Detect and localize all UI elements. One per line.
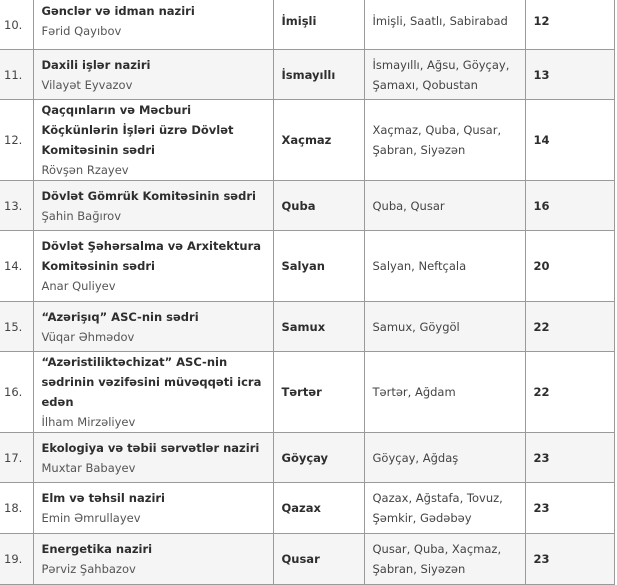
districts-cell: Quba, Qusar — [364, 181, 525, 231]
districts-cell: Tərtər, Ağdam — [364, 352, 525, 433]
official-name: Anar Quliyev — [41, 279, 116, 293]
table-row — [0, 0, 614, 50]
table-row — [0, 181, 614, 231]
position-cell — [33, 302, 273, 352]
official-name: İlham Mirzəliyev — [41, 415, 136, 429]
position-title: “Azəristiliktəchizat” ASC-nin sədrinin vəzifəsini müvəqqəti icra edən — [41, 355, 262, 409]
position-title: Elm və təhsil naziri — [41, 491, 165, 505]
districts-cell: Salyan, Neftçala — [364, 231, 525, 302]
row-number: 18. — [0, 483, 33, 534]
official-name: Fərid Qayıbov — [41, 24, 122, 38]
city-cell: Göyçay — [273, 433, 364, 483]
count-cell: 13 — [525, 50, 614, 100]
official-name: Rövşən Rzayev — [41, 163, 129, 177]
count-cell: 22 — [525, 302, 614, 352]
count-cell: 14 — [525, 100, 614, 181]
official-name: Muxtar Babayev — [41, 460, 136, 475]
position-title: Daxili işlər naziri — [41, 57, 151, 72]
row-number: 11. — [0, 50, 33, 100]
position-cell — [33, 433, 273, 483]
districts-cell: Qazax, Ağstafa, Tovuz, Şəmkir, Gədəbəy — [364, 483, 525, 534]
count-cell: 16 — [525, 181, 614, 231]
table-row — [0, 50, 614, 100]
row-number: 13. — [0, 181, 33, 231]
city-cell: Tərtər — [273, 352, 364, 433]
position-cell — [33, 231, 273, 302]
official-name: Emin Əmrullayev — [41, 511, 141, 525]
table-row — [0, 100, 614, 181]
count-cell: 12 — [525, 0, 614, 50]
city-cell: Xaçmaz — [273, 100, 364, 181]
districts-cell: Qusar, Quba, Xaçmaz, Şabran, Siyəzən — [364, 534, 525, 585]
count-cell: 20 — [525, 231, 614, 302]
row-number: 17. — [0, 433, 33, 483]
row-number: 16. — [0, 352, 33, 433]
row-number: 12. — [0, 100, 33, 181]
official-name: Pərviz Şahbazov — [41, 562, 136, 576]
count-cell: 22 — [525, 352, 614, 433]
city-cell: Quba — [273, 181, 364, 231]
districts-cell: Xaçmaz, Quba, Qusar, Şabran, Siyəzən — [364, 100, 525, 181]
districts-cell: Samux, Göygöl — [364, 302, 525, 352]
table-row — [0, 534, 614, 585]
position-cell — [33, 50, 273, 100]
city-cell: İmişli — [273, 0, 364, 50]
position-title: Dövlət Şəhərsalma və Arxitektura Komitəsinin sədri — [41, 239, 262, 273]
position-cell — [33, 352, 273, 433]
table-row — [0, 352, 614, 433]
table-row — [0, 231, 614, 302]
count-cell: 23 — [525, 433, 614, 483]
position-cell — [33, 534, 273, 585]
position-cell — [33, 483, 273, 534]
position-cell — [33, 100, 273, 181]
count-cell: 23 — [525, 534, 614, 585]
position-title: Energetika naziri — [41, 542, 153, 556]
position-title: Ekologiya və təbii sərvətlər naziri — [41, 440, 260, 455]
table-row — [0, 483, 614, 534]
city-cell: İsmayıllı — [273, 50, 364, 100]
city-cell: Qazax — [273, 483, 364, 534]
row-number: 19. — [0, 534, 33, 585]
districts-cell: İsmayıllı, Ağsu, Göyçay, Şamaxı, Qobustan — [364, 50, 525, 100]
row-number: 15. — [0, 302, 33, 352]
position-title: Gənclər və idman naziri — [41, 4, 195, 18]
districts-cell: Göyçay, Ağdaş — [364, 433, 525, 483]
position-title: Qaçqınların və Məcburi Köçkünlərin İşləri üzrə Dövlət Komitəsinin sədri — [41, 103, 234, 157]
row-number: 14. — [0, 231, 33, 302]
table-row — [0, 433, 614, 483]
city-cell: Salyan — [273, 231, 364, 302]
city-cell: Qusar — [273, 534, 364, 585]
official-name: Vilayət Eyvazov — [41, 77, 133, 92]
city-cell: Samux — [273, 302, 364, 352]
position-title: Dövlət Gömrük Komitəsinin sədri — [41, 188, 256, 203]
official-name: Şahin Bağırov — [41, 208, 122, 223]
official-name: Vüqar Əhmədov — [41, 329, 135, 344]
districts-cell: İmişli, Saatlı, Sabirabad — [364, 0, 525, 50]
row-number: 10. — [0, 0, 33, 50]
position-cell — [33, 181, 273, 231]
table-row — [0, 302, 614, 352]
position-title: “Azərişıq” ASC-nin sədri — [41, 309, 199, 324]
count-cell: 23 — [525, 483, 614, 534]
position-cell — [33, 0, 273, 50]
